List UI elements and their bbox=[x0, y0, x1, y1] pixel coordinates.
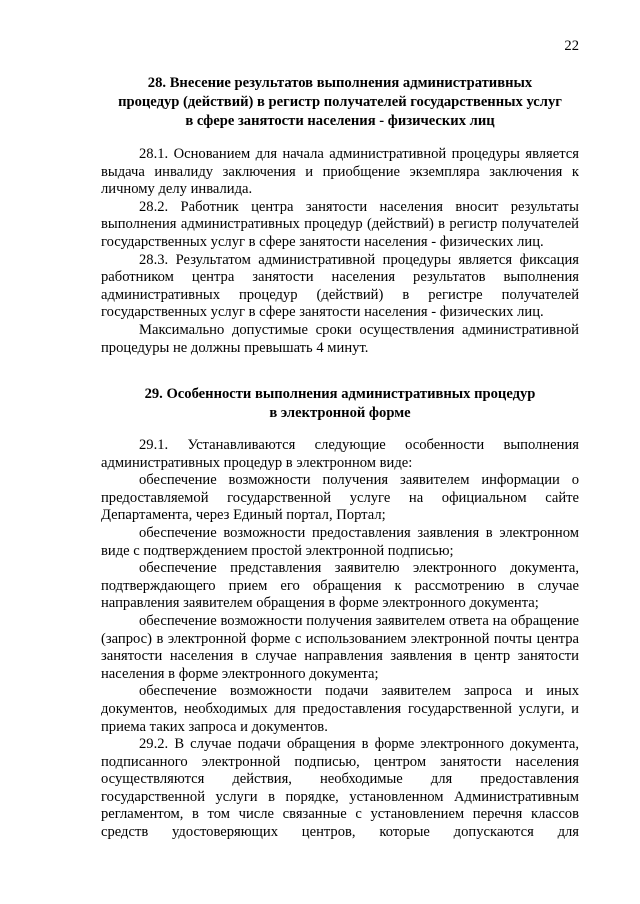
paragraph: 28.3. Результатом административной процедуры является фиксация работником центра занятости населения результатов выполнения административных процедур (действий) в регистре получателей государственных услуг в сфере занятости населения - физических лиц. bbox=[101, 251, 579, 321]
heading-line: 29. Особенности выполнения административных процедур bbox=[144, 386, 536, 402]
paragraph: 29.2. В случае подачи обращения в форме электронного документа, подписанного электронной подписью, центром занятости населения осуществляются действия, необходимые для предоставления государственной услуги в порядке, установленном Административным регламентом, в том числе связанные с установлением перечня классов средств удостоверяющих центров, которые допускаются для bbox=[101, 736, 579, 841]
paragraph: обеспечение возможности получения заявителем информации о предоставляемой государственной услуге на официальном сайте Департамента, через Единый портал, Портал; bbox=[101, 472, 579, 524]
section-28-body bbox=[101, 146, 579, 357]
section-29-body bbox=[101, 437, 579, 842]
section-28-heading bbox=[101, 74, 579, 131]
paragraph: обеспечение возможности подачи заявителем запроса и иных документов, необходимых для предоставления государственной услуги, и приема таких запроса и документов. bbox=[101, 683, 579, 735]
paragraph: 28.1. Основанием для начала административной процедуры является выдача инвалиду заключения и приобщение экземпляра заключения к личному делу инвалида. bbox=[101, 146, 579, 198]
section-28 bbox=[101, 74, 579, 131]
paragraph: обеспечение возможности предоставления заявления в электронном виде с подтверждением простой электронной подписью; bbox=[101, 524, 579, 559]
section-29-heading bbox=[101, 385, 579, 423]
heading-line: в электронной форме bbox=[269, 405, 411, 421]
heading-line: 28. Внесение результатов выполнения административных bbox=[147, 75, 533, 91]
page-number: 22 bbox=[564, 38, 579, 54]
heading-line: в сфере занятости населения - физических лиц bbox=[185, 113, 495, 129]
section-29 bbox=[101, 385, 579, 423]
paragraph: 29.1. Устанавливаются следующие особенности выполнения административных процедур в электронном виде: bbox=[101, 437, 579, 471]
paragraph: обеспечение представления заявителю электронного документа, подтверждающего прием его обращения к рассмотрению в случае направления заявителем обращения в форме электронного документа; bbox=[101, 560, 579, 612]
paragraph: 28.2. Работник центра занятости населения вносит результаты выполнения административных процедур (действий) в регистр получателей государственных услуг в сфере занятости населения - физических лиц. bbox=[101, 198, 579, 250]
paragraph: Максимально допустимые сроки осуществления административной процедуры не должны превышать 4 минут. bbox=[101, 321, 579, 356]
paragraph: обеспечение возможности получения заявителем ответа на обращение (запрос) в электронной форме с использованием электронной почты центра занятости населения в случае направления заявления в центр занятости населения в форме электронного документа; bbox=[101, 612, 579, 682]
heading-line: процедур (действий) в регистр получателей государственных услуг bbox=[118, 94, 562, 110]
